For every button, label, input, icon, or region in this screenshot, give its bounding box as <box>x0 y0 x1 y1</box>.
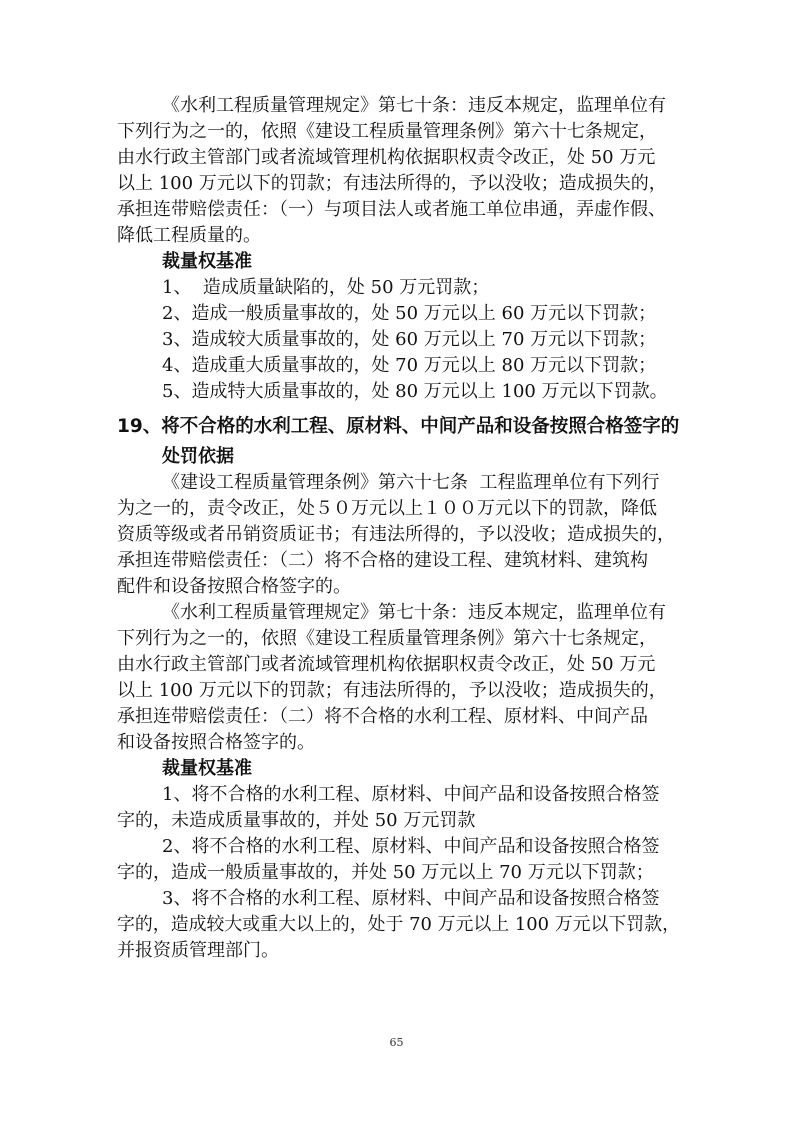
paragraph-line: 《水利工程质量管理规定》第七十条：违反本规定，监理单位有 <box>162 95 666 116</box>
subheading: 处罚依据 <box>162 446 234 467</box>
paragraph-line: 《建设工程质量管理条例》第六十七条 工程监理单位有下列行 <box>162 472 660 493</box>
subheading: 裁量权基准 <box>162 758 252 779</box>
subheading: 裁量权基准 <box>162 251 252 272</box>
paragraph-line: 由水行政主管部门或者流域管理机构依据职权责令改正，处 50 万元 <box>117 147 656 168</box>
paragraph-line: 下列行为之一的，依照《建设工程质量管理条例》第六十七条规定， <box>117 628 657 649</box>
list-item: 字的，造成较大或重大以上的，处于 70 万元以上 100 万元以下罚款， <box>117 914 680 935</box>
section-title: 19、将不合格的水利工程、原材料、中间产品和设备按照合格签字的 <box>117 416 680 437</box>
list-item: 1、 造成质量缺陷的，处 50 万元罚款； <box>162 277 490 298</box>
list-item: 5、造成特大质量事故的，处 80 万元以上 100 万元以下罚款。 <box>162 381 668 402</box>
paragraph-line: 下列行为之一的，依照《建设工程质量管理条例》第六十七条规定， <box>117 121 657 142</box>
list-item: 3、将不合格的水利工程、原材料、中间产品和设备按照合格签 <box>162 888 660 909</box>
paragraph-line: 承担连带赔偿责任：（二）将不合格的建设工程、建筑材料、建筑构 <box>117 550 648 571</box>
list-item: 2、造成一般质量事故的，处 50 万元以上 60 万元以下罚款； <box>162 303 657 324</box>
paragraph-line: 以上 100 万元以下的罚款；有违法所得的，予以没收；造成损失的， <box>117 680 667 701</box>
paragraph-line: 资质等级或者吊销资质证书；有违法所得的，予以没收；造成损失的， <box>117 524 675 545</box>
list-item: 3、造成较大质量事故的，处 60 万元以上 70 万元以下罚款； <box>162 329 657 350</box>
paragraph-line: 承担连带赔偿责任：（一）与项目法人或者施工单位串通，弄虚作假、 <box>117 199 666 220</box>
paragraph-line: 《水利工程质量管理规定》第七十条：违反本规定，监理单位有 <box>162 602 666 623</box>
paragraph-line: 为之一的，责令改正，处５０万元以上１００万元以下的罚款，降低 <box>117 498 657 519</box>
paragraph-line: 降低工程质量的。 <box>117 225 261 246</box>
list-item: 字的，未造成质量事故的，并处 50 万元罚款 <box>117 810 476 831</box>
paragraph-line: 配件和设备按照合格签字的。 <box>117 576 351 597</box>
list-item: 2、将不合格的水利工程、原材料、中间产品和设备按照合格签 <box>162 836 660 857</box>
list-item: 并报资质管理部门。 <box>117 940 279 961</box>
page-number: 65 <box>389 1036 404 1049</box>
list-item: 字的，造成一般质量事故的，并处 50 万元以上 70 万元以下罚款； <box>117 862 654 883</box>
list-item: 1、将不合格的水利工程、原材料、中间产品和设备按照合格签 <box>162 784 660 805</box>
paragraph-line: 以上 100 万元以下的罚款；有违法所得的，予以没收；造成损失的， <box>117 173 667 194</box>
paragraph-line: 和设备按照合格签字的。 <box>117 732 315 753</box>
list-item: 4、造成重大质量事故的，处 70 万元以上 80 万元以下罚款； <box>162 355 657 376</box>
paragraph-line: 承担连带赔偿责任：（二）将不合格的水利工程、原材料、中间产品 <box>117 706 648 727</box>
paragraph-line: 由水行政主管部门或者流域管理机构依据职权责令改正，处 50 万元 <box>117 654 656 675</box>
